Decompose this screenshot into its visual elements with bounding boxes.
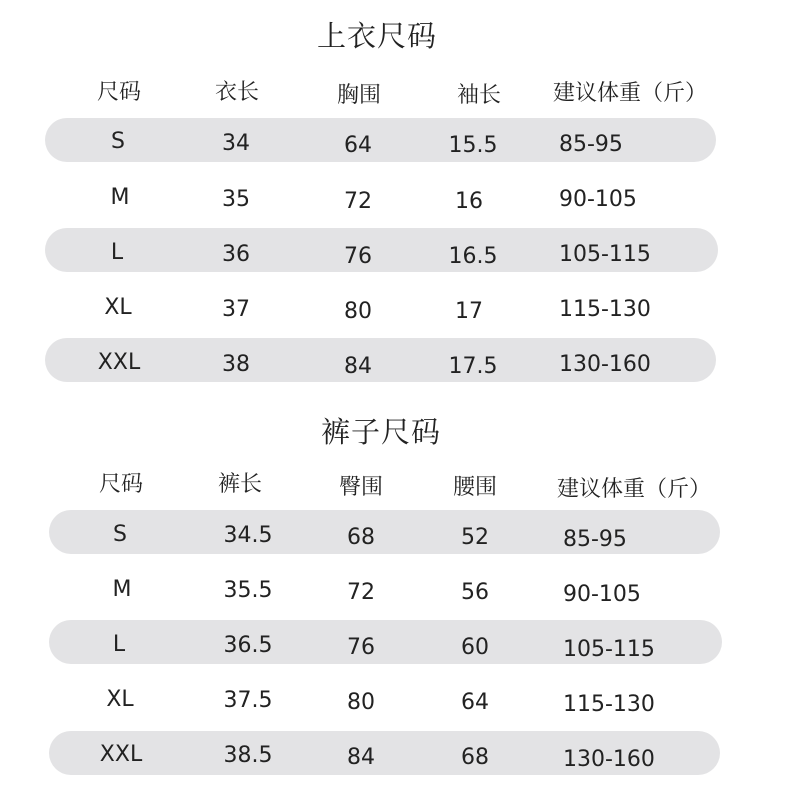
pants-header-size: 尺码 <box>99 472 144 497</box>
tops-cell-length: 35 <box>222 187 250 212</box>
tops-cell-weight: 85-95 <box>559 132 623 157</box>
tops-header-chest: 胸围 <box>337 83 382 108</box>
tops-cell-size: S <box>111 129 125 154</box>
tops-cell-chest: 76 <box>344 244 372 269</box>
tops-cell-weight: 105-115 <box>559 242 651 267</box>
pants-cell-waist: 52 <box>461 525 489 550</box>
tops-cell-sleeve: 17.5 <box>448 354 498 379</box>
pants-cell-length: 35.5 <box>223 578 273 603</box>
pants-cell-waist: 68 <box>461 745 489 770</box>
tops-cell-length: 36 <box>222 242 250 267</box>
pants-header-length: 裤长 <box>218 472 263 497</box>
pants-cell-waist: 56 <box>461 580 489 605</box>
pants-cell-length: 37.5 <box>223 688 273 713</box>
pants-cell-weight: 90-105 <box>563 582 641 607</box>
pants-header-waist: 腰围 <box>453 475 498 500</box>
pants-header-weight: 建议体重（斤） <box>557 477 712 502</box>
pants-cell-hip: 80 <box>347 690 375 715</box>
pants-table-title: 裤子尺码 <box>321 415 442 449</box>
tops-cell-sleeve: 15.5 <box>448 133 498 158</box>
tops-cell-size: XXL <box>97 350 141 375</box>
tops-cell-length: 37 <box>222 297 250 322</box>
pants-cell-hip: 76 <box>347 635 375 660</box>
tops-cell-length: 38 <box>222 352 250 377</box>
tops-cell-weight: 90-105 <box>559 187 637 212</box>
pants-cell-length: 36.5 <box>223 633 273 658</box>
tops-cell-chest: 80 <box>344 299 372 324</box>
tops-header-length: 衣长 <box>215 80 260 105</box>
tops-cell-size: L <box>110 240 124 265</box>
tops-cell-chest: 84 <box>344 354 372 379</box>
pants-cell-weight: 115-130 <box>563 692 655 717</box>
pants-cell-weight: 85-95 <box>563 527 627 552</box>
pants-cell-length: 34.5 <box>223 523 273 548</box>
pants-cell-weight: 105-115 <box>563 637 655 662</box>
pants-cell-waist: 64 <box>461 690 489 715</box>
pants-cell-size: S <box>113 522 127 547</box>
tops-cell-sleeve: 16 <box>455 189 483 214</box>
tops-cell-size: M <box>110 185 130 210</box>
tops-cell-length: 34 <box>222 131 250 156</box>
pants-cell-hip: 72 <box>347 580 375 605</box>
tops-cell-chest: 72 <box>344 189 372 214</box>
tops-header-weight: 建议体重（斤） <box>553 81 708 106</box>
pants-cell-hip: 68 <box>347 525 375 550</box>
pants-cell-size: XXL <box>99 742 143 767</box>
pants-cell-size: L <box>112 632 126 657</box>
pants-cell-waist: 60 <box>461 635 489 660</box>
tops-cell-chest: 64 <box>344 133 372 158</box>
tops-table-title: 上衣尺码 <box>317 19 438 53</box>
pants-cell-length: 38.5 <box>223 743 273 768</box>
pants-cell-size: M <box>112 577 132 602</box>
tops-header-size: 尺码 <box>97 80 142 105</box>
tops-cell-weight: 115-130 <box>559 297 651 322</box>
pants-cell-hip: 84 <box>347 745 375 770</box>
pants-header-hip: 臀围 <box>339 475 384 500</box>
tops-cell-sleeve: 17 <box>455 299 483 324</box>
pants-cell-size: XL <box>106 687 134 712</box>
tops-cell-sleeve: 16.5 <box>448 244 498 269</box>
tops-cell-size: XL <box>104 295 132 320</box>
tops-header-sleeve: 袖长 <box>457 83 502 108</box>
pants-cell-weight: 130-160 <box>563 747 655 772</box>
tops-cell-weight: 130-160 <box>559 352 651 377</box>
